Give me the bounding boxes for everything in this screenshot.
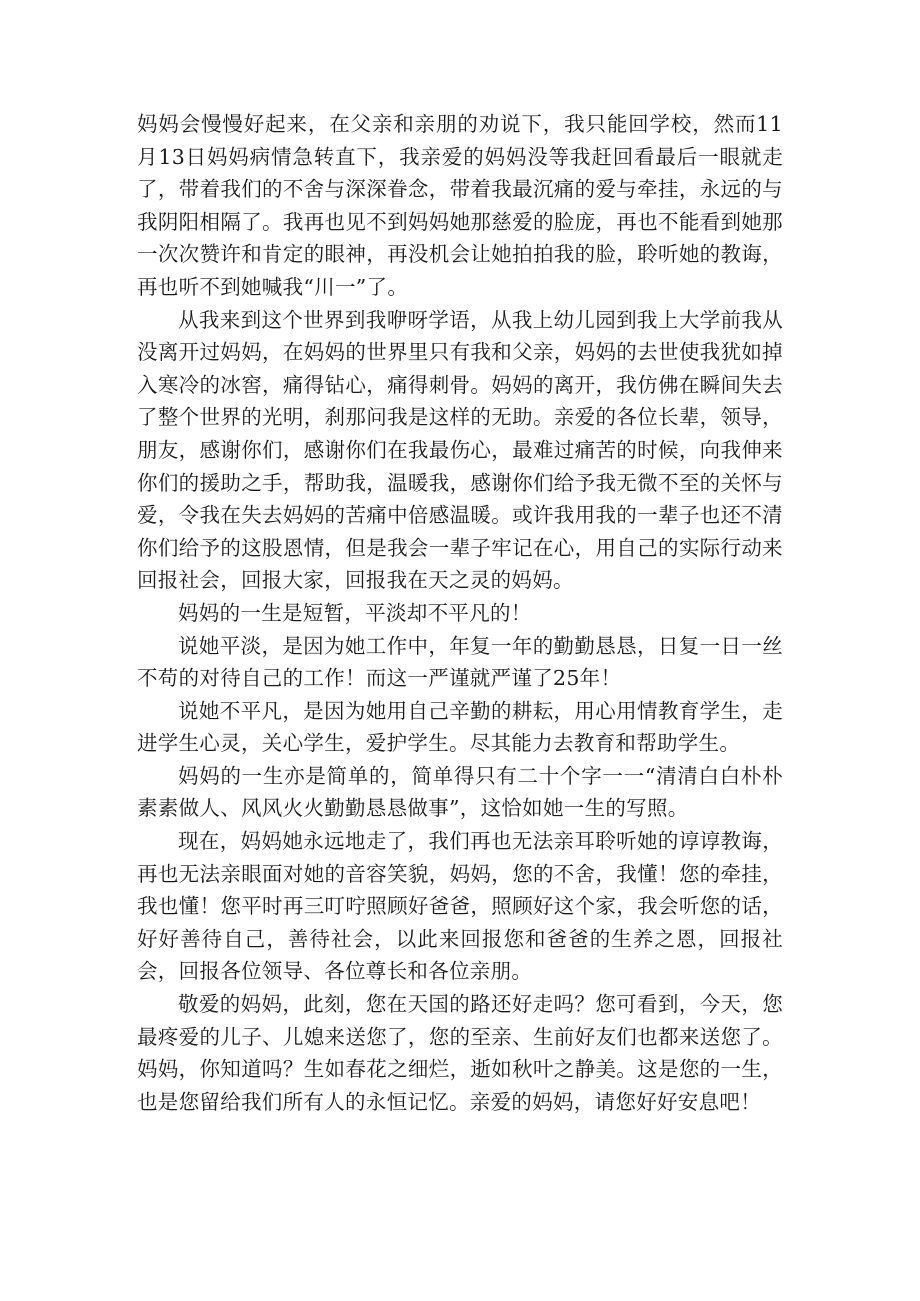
paragraph-6: 妈妈的一生亦是简单的，简单得只有二十个字一一“清清白白朴朴素素做人、风风火火勤勤恳恳做事”，这恰如她一生的写照。 (137, 763, 783, 821)
paragraph-8: 敬爱的妈妈，此刻，您在天国的路还好走吗？您可看到，今天，您最疼爱的儿子、儿媳来送您了，您的至亲、生前好友们也都来送您了。妈妈，你知道吗？生如春花之细烂，逝如秋叶之静美。这是您的一生，也是您留给我们所有人的永恒记忆。亲爱的妈妈，请您好好安息吧！ (137, 992, 783, 1114)
paragraph-7: 现在，妈妈她永远地走了，我们再也无法亲耳聆听她的谆谆教诲，再也无法亲眼面对她的音容笑貌，妈妈，您的不舍，我懂！您的牵挂，我也懂！您平时再三叮咛照顾好爸爸，照顾好这个家，我会听您的话，好好善待自己，善待社会，以此来回报您和爸爸的生养之恩，回报社会，回报各位领导、各位尊长和各位亲朋。 (137, 829, 783, 984)
paragraph-1: 妈妈会慢慢好起来，在父亲和亲朋的劝说下，我只能回学校，然而11月13日妈妈病情急转直下，我亲爱的妈妈没等我赶回看最后一眼就走了，带着我们的不舍与深深眷念，带着我最沉痛的爱与牵挂，永远的与我阴阳相隔了。我再也见不到妈妈她那慈爱的脸庞，再也不能看到她那一次次赞许和肯定的眼神，再没机会让她拍拍我的脸，聆听她的教诲，再也听不到她喊我“川一”了。 (137, 112, 783, 299)
paragraph-3: 妈妈的一生是短暂，平淡却不平凡的！ (178, 600, 532, 625)
document-body (137, 108, 783, 1118)
paragraph-5: 说她不平凡，是因为她用自己辛勤的耕耘，用心用情教育学生，走进学生心灵，关心学生，爱护学生。尽其能力去教育和帮助学生。 (137, 698, 783, 756)
paragraph-4: 说她平淡，是因为她工作中，年复一年的勤勤恳恳，日复一日一丝不苟的对待自己的工作！而这一严谨就严谨了25年！ (137, 633, 783, 691)
paragraph-2: 从我来到这个世界到我咿呀学语，从我上幼儿园到我上大学前我从没离开过妈妈，在妈妈的世界里只有我和父亲，妈妈的去世使我犹如掉入寒冷的冰窖，痛得钻心，痛得刺骨。妈妈的离开，我仿佛在瞬间失去了整个世界的光明，刹那问我是这样的无助。亲爱的各位长辈，领导，朋友，感谢你们，感谢你们在我最伤心，最难过痛苦的时候，向我伸来你们的援助之手，帮助我，温暖我，感谢你们给予我无微不至的关怀与爱，令我在失去妈妈的苦痛中倍感温暖。或许我用我的一辈子也还不清你们给予的这股恩情，但是我会一辈子牢记在心，用自己的实际行动来回报社会，回报大家，回报我在天之灵的妈妈。 (137, 307, 783, 593)
